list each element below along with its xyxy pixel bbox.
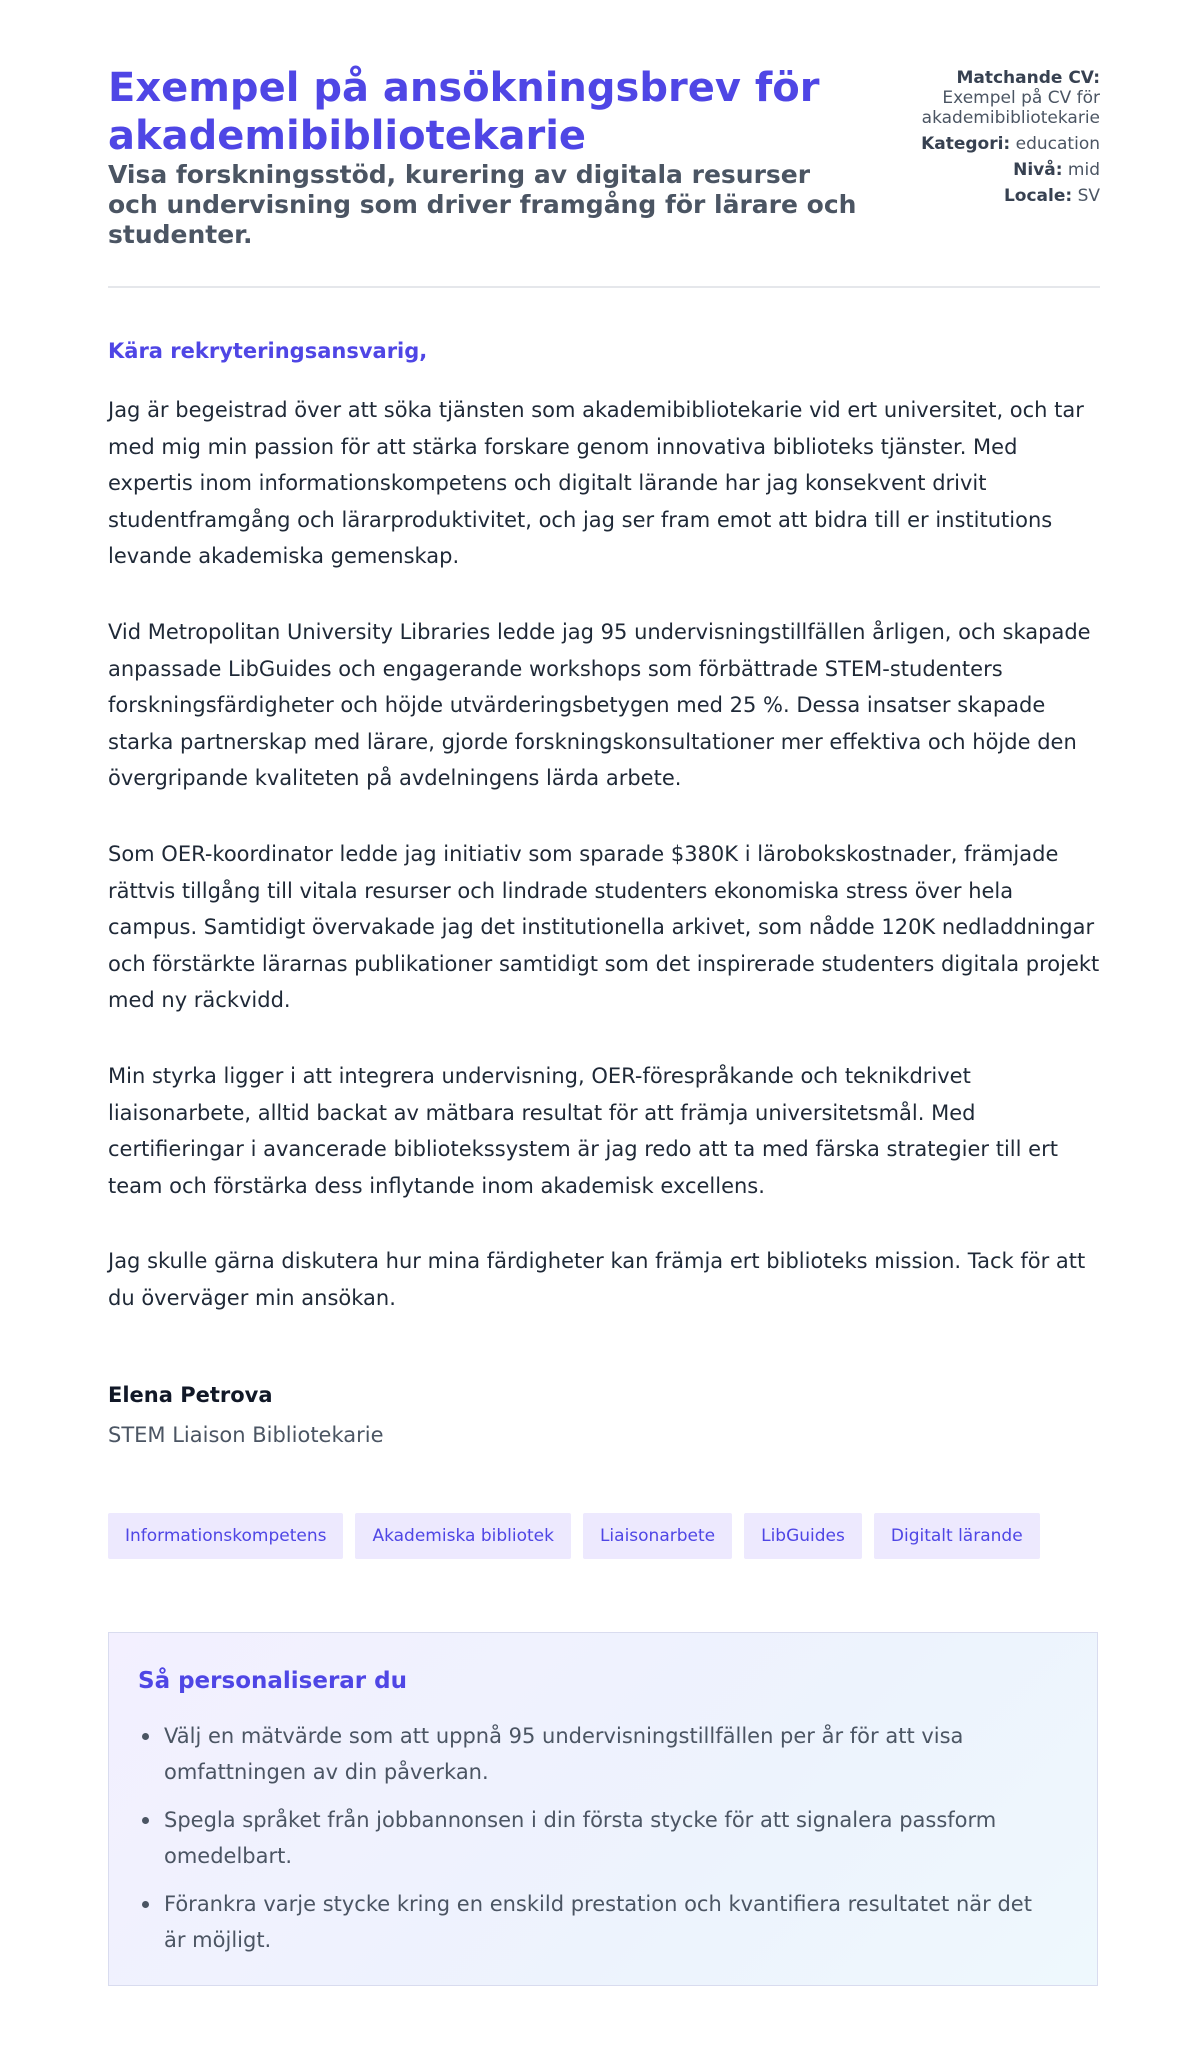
- tag-chip[interactable]: Informationskompetens: [108, 1513, 343, 1559]
- meta-panel: [860, 68, 1100, 212]
- letter-paragraph: Som OER-koordinator ledde jag initiativ som sparade $380K i lärobokskostnader, främjade rättvis tillgång till vitala resurser och lindrade studenters ekonomiska stress över hela campus. Samtidigt övervakade jag det institutionella arkivet, som nådde 120K nedladdningar och förstärkte lärarnas publikationer samtidigt som det inspirerade studenters digitala projekt med ny räckvidd.: [108, 841, 1100, 1013]
- meta-matching-cv: [860, 68, 1100, 128]
- tag-chip[interactable]: Liaisonarbete: [583, 1513, 732, 1559]
- letter-paragraph: Vid Metropolitan University Libraries ledde jag 95 undervisningstillfällen årligen, och skapade anpassade LibGuides och engagerande workshops som förbättrade STEM-studenters forskningsfärdigheter och höjde utvärderingsbetygen med 25 %. Dessa insatser skapade starka partnerskap med lärare, gjorde forskningskonsultationer mer effektiva och höjde den övergripande kvaliteten på avdelningens lärda arbete.: [108, 619, 1091, 791]
- meta-locale-value: SV: [1077, 186, 1100, 206]
- letter-paragraph: Jag skulle gärna diskutera hur mina färdigheter kan främja ert biblioteks mission. Tack för att du överväger min ansökan.: [108, 1249, 1086, 1310]
- page-title: Exempel på ansökningsbrev för akademibibliotekarie: [108, 65, 820, 159]
- meta-category-label: Kategori:: [921, 134, 1011, 154]
- letter-body: [108, 392, 1100, 1355]
- tip-item: Förankra varje stycke kring en enskild prestation och kvantifiera resultatet när det är möjligt.: [164, 1886, 1044, 1958]
- signature-block: [108, 1382, 384, 1448]
- tag-chip[interactable]: LibGuides: [744, 1513, 862, 1559]
- tips-list: [164, 1718, 1044, 1970]
- letter-paragraph: Jag är begeistrad över att söka tjänsten som akademibibliotekarie vid ert universitet, och tar med mig min passion för att stärka forskare genom innovativa biblioteks tjänster. Med expertis inom informationskompetens och digitalt lärande har jag konsekvent drivit studentframgång och lärarproduktivitet, och jag ser fram emot att bidra till er institutions levande akademiska gemenskap.: [108, 398, 1084, 569]
- personalization-tips-box: [108, 1632, 1098, 1986]
- meta-locale-label: Locale:: [1003, 186, 1073, 206]
- tip-item: Välj en mätvärde som att uppnå 95 undervisningstillfällen per år för att visa omfattningen av din påverkan.: [164, 1718, 1044, 1790]
- meta-level-label: Nivå:: [1013, 160, 1063, 180]
- meta-category-value: education: [1015, 134, 1100, 154]
- tag-list: [108, 1513, 1040, 1559]
- tips-title: Så personaliserar du: [138, 1668, 407, 1694]
- page-subtitle: Visa forskningsstöd, kurering av digitala resurser och undervisning som driver framgång för lärare och studenter.: [108, 160, 857, 249]
- meta-cv-label: Matchande CV:: [956, 68, 1100, 88]
- meta-cv-link[interactable]: Exempel på CV för akademibibliotekarie: [921, 88, 1100, 128]
- meta-category: [860, 134, 1100, 155]
- letter-paragraph: Min styrka ligger i att integrera undervisning, OER-förespråkande och teknikdrivet liaisonarbete, alltid backat av mätbara resultat för att främja universitetsmål. Med certifieringar i avancerade bibliotekssystem är jag redo att ta med färska strategier till ert team och förstärka dess inflytande inom akademisk excellens.: [108, 1063, 1058, 1198]
- tag-chip[interactable]: Digitalt lärande: [874, 1513, 1040, 1559]
- letter-greeting: Kära rekryteringsansvarig,: [108, 339, 428, 363]
- signature-name: Elena Petrova: [108, 1383, 273, 1407]
- tip-item: Spegla språket från jobbannonsen i din första stycke för att signalera passform omedelbart.: [164, 1802, 1044, 1874]
- signature-title: STEM Liaison Bibliotekarie: [108, 1423, 384, 1447]
- meta-level: [860, 160, 1100, 181]
- meta-level-value: mid: [1067, 160, 1100, 180]
- page-header: [108, 64, 1100, 288]
- tag-chip[interactable]: Akademiska bibliotek: [355, 1513, 570, 1559]
- meta-locale: [860, 186, 1100, 207]
